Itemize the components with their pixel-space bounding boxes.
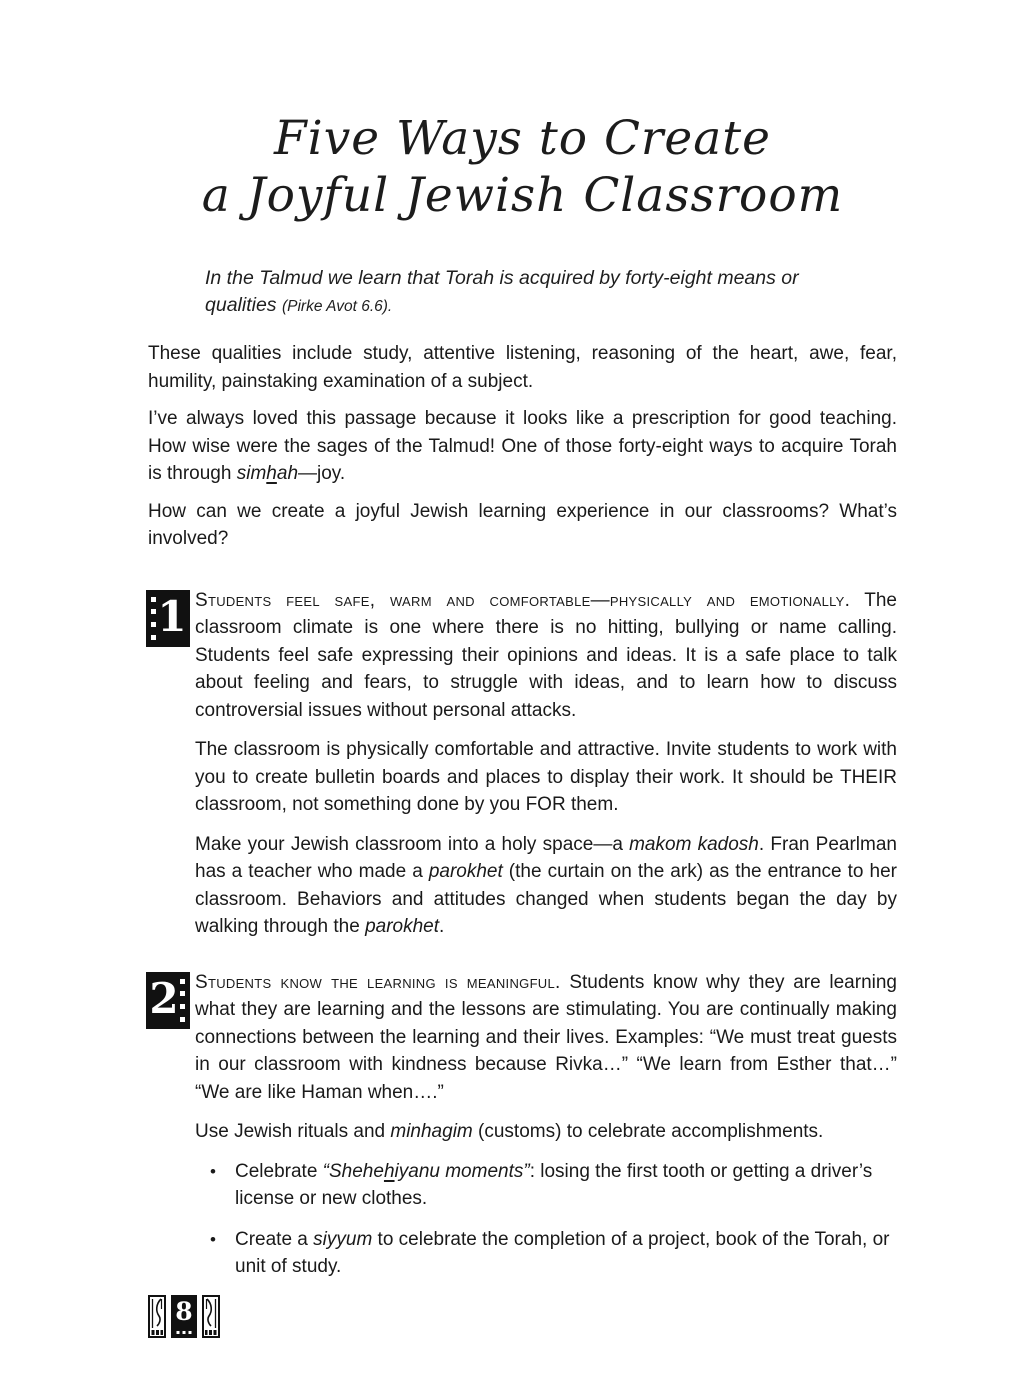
section-1-paragraph-1: Students feel safe, warm and comfortable—physically and emotionally. The classroom climate is one where there is no hitting, bullying or name calling. Students feel safe expressing their opinions and ideas. It is a safe place to talk about feeling and fears, to struggle with ideas, and to learn how to discuss controversial issues without personal attacks. [195,589,897,721]
page-number-footer [148,1294,897,1338]
bullet-item-1 [195,1158,897,1213]
page-number-dots [177,1331,192,1334]
page-number: 8 [175,1296,193,1326]
bullet-dot-icon: • [210,1229,216,1249]
intro-paragraph-2: I’ve always loved this passage because it looks like a prescription for good teaching. How wise were the sages of the Talmud! One of those forty-eight ways to acquire Torah is through simhah—joy. [148,408,897,485]
section-2-paragraph-1: Students know the learning is meaningful. Students know why they are learning what they are learning and the lessons are stimulating. You are continually making connections between the learning and their lives. Examples: “We must treat guests in our classroom with kindness because Rivka…” “We learn from Esther that…” “We are like Haman when….” [195,971,897,1103]
intro-paragraph-1: These qualities include study, attentive listening, reasoning of the heart, awe, fear, humility, painstaking examination of a subject. [148,343,897,392]
page-title-line-2: a Joyful Jewish Classroom [201,168,844,224]
bullet-list [195,1158,897,1281]
section-1 [157,587,897,953]
bullet-item-text: Celebrate “Shehehiyanu moments”: losing the first tooth or getting a driver’s license or new clothes. [235,1160,873,1210]
bullet-item-text: Create a siyyum to celebrate the completion of a project, book of the Torah, or unit of study. [235,1228,890,1278]
page-title-line-1: Five Ways to Create [274,111,771,166]
page-number-badge [171,1295,197,1338]
section-2-number-icon [146,972,190,1029]
intro-paragraph-3: How can we create a joyful Jewish learning experience in our classrooms? What’s involved? [148,500,897,550]
section-2 [149,969,897,1294]
section-1-paragraph-2: The classroom is physically comfortable and attractive. Invite students to work with you to create bulletin boards and places to display their work. It should be THEIR classroom, not something done by you FOR them. [195,739,897,816]
section-2-paragraph-2: Use Jewish rituals and minhagim (customs) to celebrate accomplishments. [195,1121,824,1143]
section-number: 1 [157,592,187,642]
epigraph-quote: In the Talmud we learn that Torah is acquired by forty-eight means or qualities (Pirke Avot 6.6). [205,266,799,316]
bullet-item-2 [195,1226,897,1281]
footer-ornament-left-icon [148,1295,166,1338]
bullet-dot-icon: • [210,1161,216,1181]
section-number: 2 [149,974,179,1024]
page-title [148,110,897,225]
section-1-number-icon [146,590,190,647]
section-1-paragraph-3: Make your Jewish classroom into a holy space—a makom kadosh. Fran Pearlman has a teacher who made a parokhet (the curtain on the ark) as the entrance to her classroom. Behaviors and attitudes changed when students began the day by walking through the parokhet. [195,833,897,938]
footer-ornament-right-icon [202,1295,220,1338]
